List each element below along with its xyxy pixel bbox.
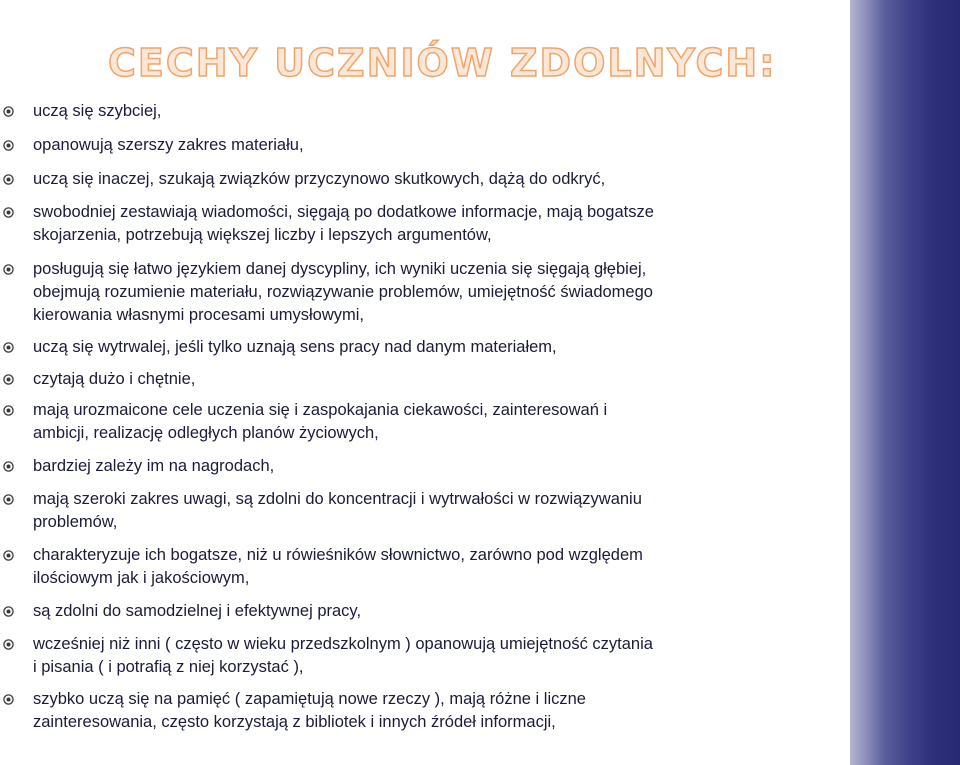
list-item-text: bardziej zależy im na nagrodach, (33, 457, 275, 475)
list-item (0, 201, 800, 247)
bullet-icon (3, 550, 14, 561)
list-item (0, 455, 800, 478)
bullet-icon (3, 494, 14, 505)
list-item (0, 688, 800, 734)
list-item (0, 134, 800, 157)
list-item-text: opanowują szerszy zakres materiału, (33, 136, 304, 154)
list-item-text: mają szeroki zakres uwagi, są zdolni do koncentracji i wytrwałości w rozwiązywaniu problemów, (33, 490, 642, 531)
list-item-text: wcześniej niż inni ( często w wieku przedszkolnym ) opanowują umiejętność czytania i pisania ( i potrafią z niej korzystać ), (33, 635, 653, 676)
list-item (0, 168, 800, 191)
list-item-text: uczą się szybciej, (33, 102, 162, 120)
bullet-icon (3, 174, 14, 185)
list-item-text: są zdolni do samodzielnej i efektywnej pracy, (33, 602, 362, 620)
list-item-text: mają urozmaicone cele uczenia się i zaspokajania ciekawości, zainteresowań i ambicji, realizację odległych planów życiowych, (33, 401, 608, 442)
list-item-text: uczą się wytrwalej, jeśli tylko uznają sens pracy nad danym materiałem, (33, 338, 557, 356)
bullet-icon (3, 342, 14, 353)
bullet-icon (3, 374, 14, 385)
bullet-icon (3, 461, 14, 472)
bullet-icon (3, 264, 14, 275)
list-item-text: uczą się inaczej, szukają związków przyczynowo skutkowych, dążą do odkryć, (33, 170, 606, 188)
bullet-icon (3, 207, 14, 218)
list-item (0, 368, 800, 391)
list-item (0, 336, 800, 359)
list-item-text: czytają dużo i chętnie, (33, 370, 196, 388)
list-item-text: szybko uczą się na pamięć ( zapamiętują nowe rzeczy ), mają różne i liczne zainteresowania, często korzystają z bibliotek i innych źródeł informacji, (33, 690, 586, 731)
list-item (0, 600, 800, 623)
list-item-text: charakteryzuje ich bogatsze, niż u rówieśników słownictwo, zarówno pod względem ilościowym jak i jakościowym, (33, 546, 643, 587)
list-item (0, 544, 800, 590)
slide-title: CECHY UCZNIÓW ZDOLNYCH: (108, 41, 777, 85)
bullet-icon (3, 106, 14, 117)
decorative-sidebar (850, 0, 960, 765)
bullet-icon (3, 405, 14, 416)
bullet-icon (3, 606, 14, 617)
bullet-icon (3, 694, 14, 705)
list-item-text: swobodniej zestawiają wiadomości, sięgają po dodatkowe informacje, mają bogatsze skojarzenia, potrzebują większej liczby i lepszych argumentów, (33, 203, 654, 244)
list-item (0, 258, 800, 327)
list-item (0, 633, 800, 679)
bullet-icon (3, 140, 14, 151)
list-item (0, 100, 800, 123)
list-item (0, 399, 800, 445)
list-item-text: posługują się łatwo językiem danej dyscypliny, ich wyniki uczenia się sięgają głębiej, obejmują rozumienie materiału, rozwiązywanie problemów, umiejętność świadomego kierowania własnymi procesami umysłowymi, (33, 260, 653, 324)
bullet-icon (3, 639, 14, 650)
list-item (0, 488, 800, 534)
